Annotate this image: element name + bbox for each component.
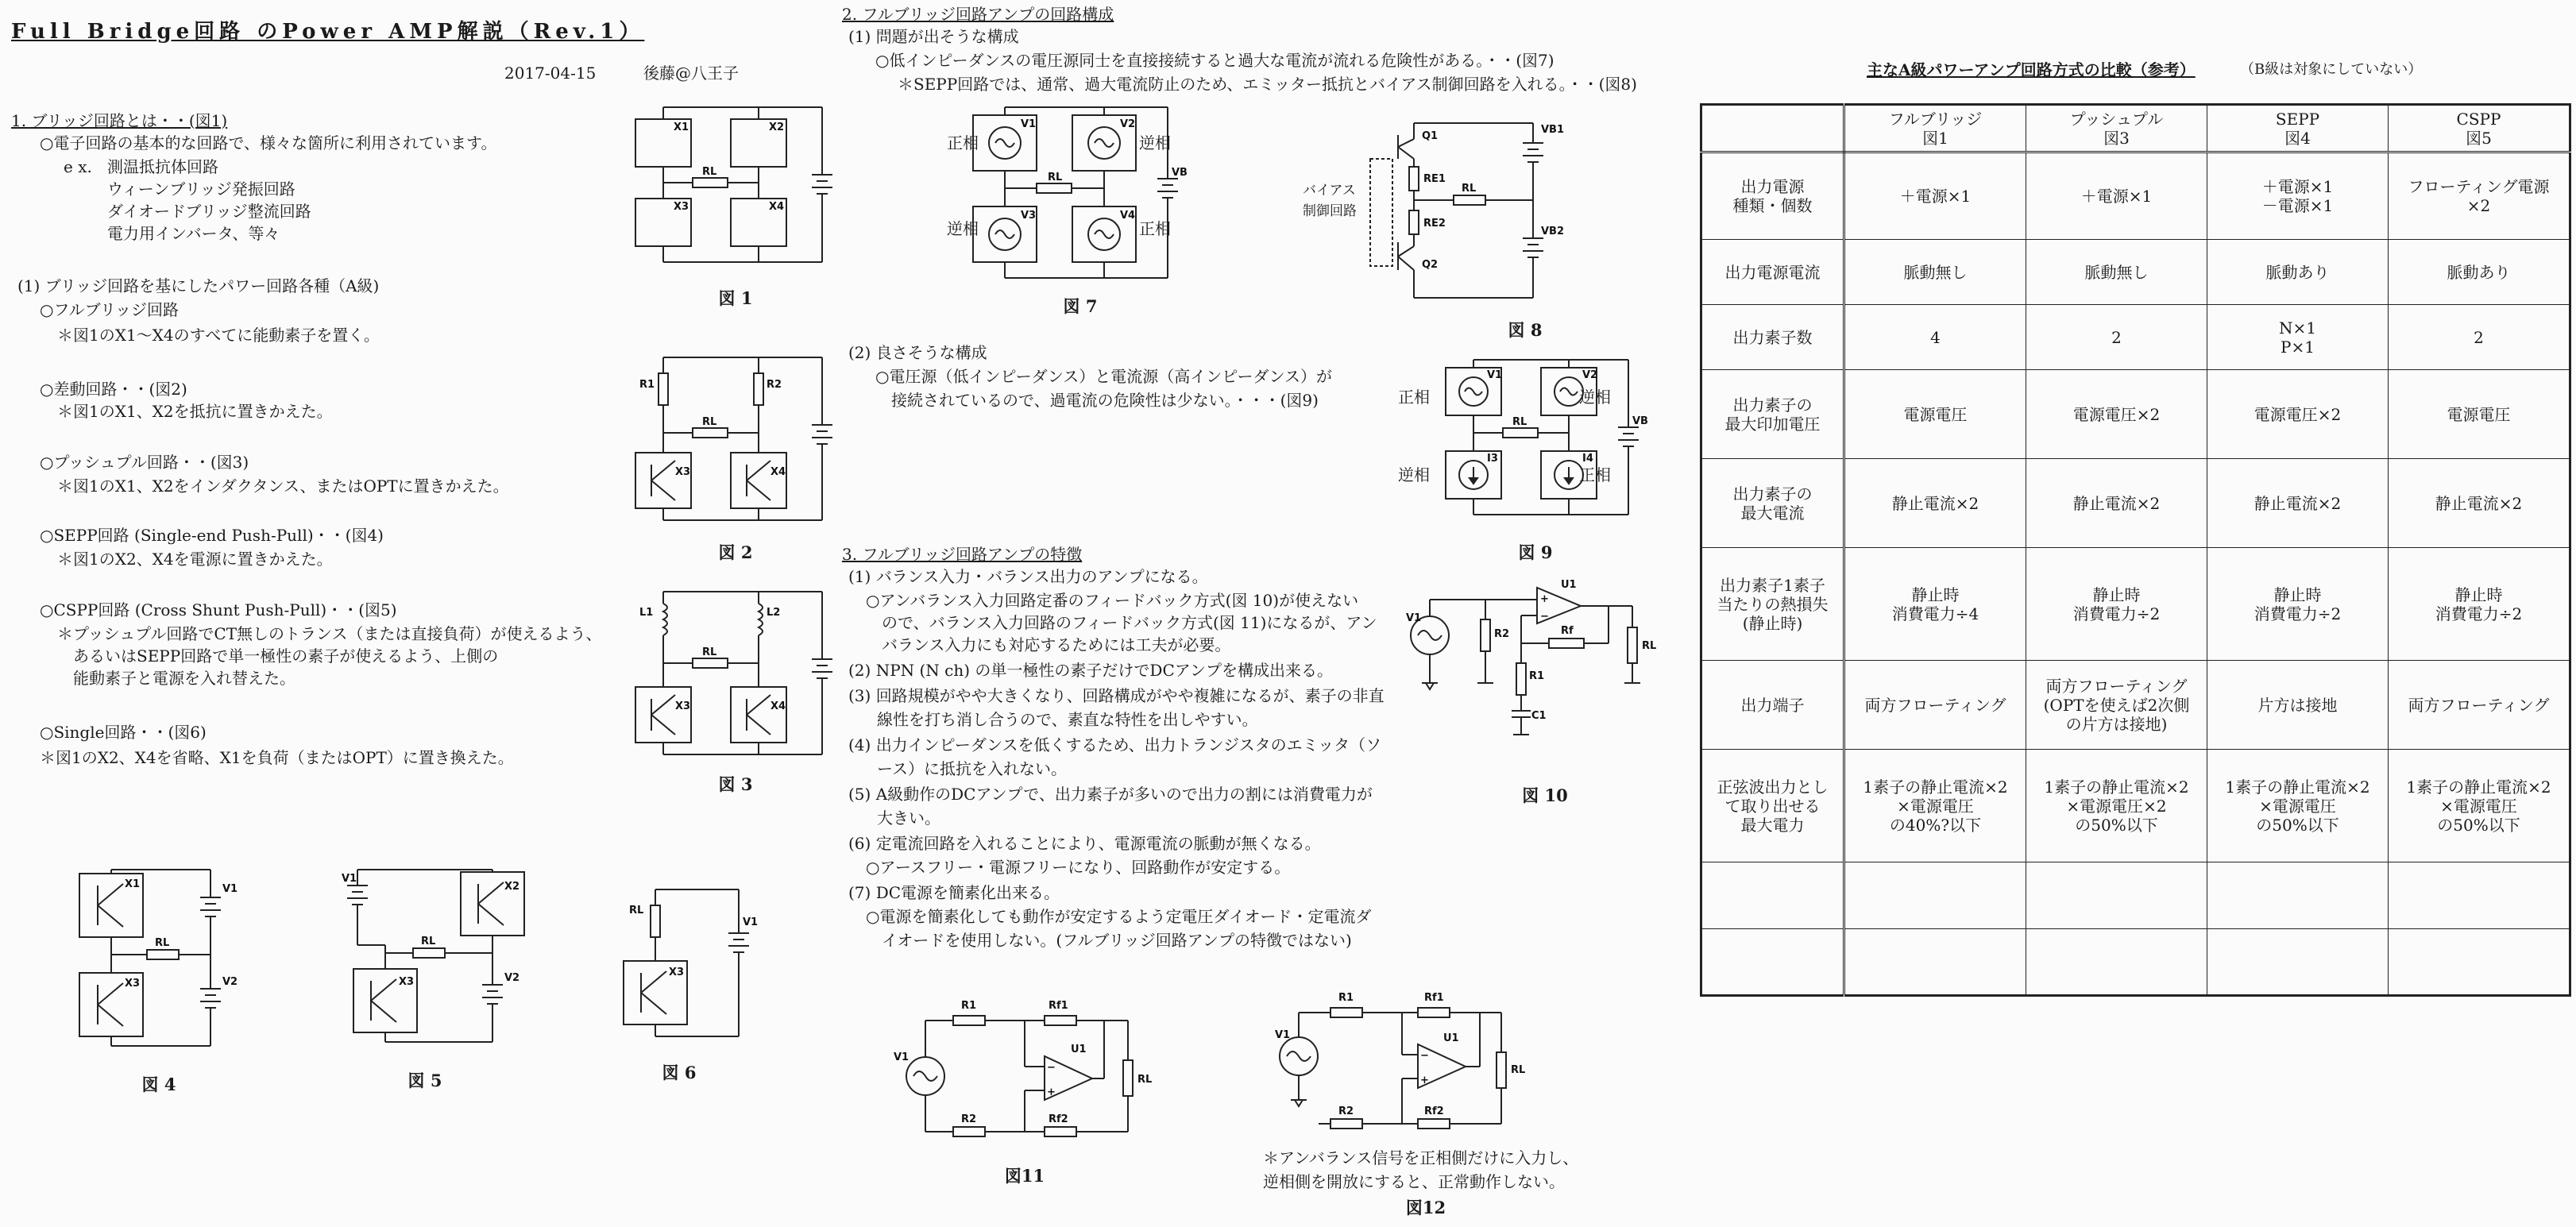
- figure-6-schematic: [612, 886, 763, 1044]
- text-line: ○フルブリッジ回路: [40, 300, 180, 319]
- table-cell: 2: [2026, 305, 2207, 370]
- svg-text:RE1: RE1: [1423, 173, 1446, 185]
- table-row: [1701, 152, 2570, 240]
- text-line: イオードを使用しない。(フルブリッジ回路アンプの特徴ではない): [882, 931, 1352, 950]
- svg-text:X3: X3: [125, 978, 141, 990]
- text-line: ＊プッシュプル回路でCT無しのトランス（または直接負荷）が使えるよう、: [57, 624, 602, 643]
- table-cell: 両方フローティング: [2389, 661, 2570, 750]
- figure-7-caption: 図 7: [1063, 296, 1098, 316]
- svg-text:R1: R1: [961, 1000, 977, 1012]
- figure-4-schematic: [75, 870, 266, 1052]
- table-row: [1701, 305, 2570, 370]
- text-line: 接続されているので、過電流の危険性は少ない。・・・(図9): [891, 391, 1319, 410]
- table-row-empty: [1701, 862, 2570, 929]
- row-label: 出力素子1素子 当たりの熱損失 (静止時): [1701, 548, 1844, 661]
- table-cell: ＋電源×1 －電源×1: [2207, 152, 2389, 240]
- figure-4-caption: 図 4: [141, 1075, 176, 1094]
- table-note: （B級は対象にしていない）: [2240, 61, 2423, 78]
- table-cell: 静止時 消費電力÷4: [1844, 548, 2026, 661]
- table-row-empty: [1701, 929, 2570, 996]
- svg-text:V2: V2: [222, 976, 238, 988]
- svg-text:RL: RL: [421, 936, 436, 947]
- svg-text:R1: R1: [1529, 670, 1545, 682]
- svg-text:RL: RL: [702, 646, 717, 658]
- table-cell: 電源電圧: [1844, 370, 2026, 459]
- svg-text:X2: X2: [504, 881, 520, 893]
- text-line: ○アンバランス入力回路定番のフィードバック方式(図 10)が使えない: [866, 591, 1359, 610]
- svg-text:I3: I3: [1487, 453, 1498, 465]
- svg-text:V2: V2: [504, 972, 520, 984]
- text-line: ○Single回路・・(図6): [40, 723, 207, 742]
- table-cell: 静止電流×2: [2389, 459, 2570, 548]
- doc-title: Full Bridge回路 のPower AMP解説（Rev.1）: [11, 20, 645, 44]
- table-cell: 2: [2389, 305, 2570, 370]
- table-header-cell: プッシュプル 図3: [2026, 105, 2207, 152]
- svg-text:R1: R1: [1338, 992, 1354, 1004]
- text-line: (2) 良さそうな構成: [848, 343, 987, 362]
- row-label: 正弦波出力とし て取り出せる 最大電力: [1701, 750, 1844, 862]
- table-cell: 静止電流×2: [2026, 459, 2207, 548]
- table-header-row: [1701, 105, 2570, 152]
- table-cell: 静止電流×2: [2207, 459, 2389, 548]
- figure-9-schematic: [1438, 356, 1648, 531]
- table-corner-cell: [1701, 105, 1844, 152]
- svg-text:R2: R2: [1494, 628, 1510, 640]
- svg-text:RL: RL: [1137, 1074, 1153, 1086]
- figure-3-schematic: [628, 584, 842, 766]
- table-cell: 脈動無し: [2026, 240, 2207, 305]
- row-label: 出力電源電流: [1701, 240, 1844, 305]
- row-label: 出力素子の 最大電流: [1701, 459, 1844, 548]
- svg-text:+: +: [1540, 593, 1549, 605]
- svg-text:X3: X3: [674, 201, 689, 213]
- text-line: e x.: [64, 157, 92, 176]
- label-seiso: 正相: [947, 133, 979, 152]
- doc-author: 後藤@八王子: [643, 64, 739, 83]
- text-line: ○電源を簡素化しても動作が安定するよう定電圧ダイオード・定電流ダ: [866, 907, 1372, 926]
- row-label: 出力端子: [1701, 661, 1844, 750]
- text-line: ウィーンブリッジ発振回路: [107, 179, 295, 199]
- table-row: [1701, 370, 2570, 459]
- svg-text:X4: X4: [770, 700, 786, 712]
- table-cell: ＋電源×1: [2026, 152, 2207, 240]
- text-line: ○差動回路・・(図2): [40, 380, 187, 399]
- label-gyakuso: 逆相: [1398, 465, 1430, 484]
- text-line: ○アースフリー・電源フリーになり、回路動作が安定する。: [866, 858, 1291, 877]
- table-cell: 1素子の静止電流×2 ×電源電圧 の50%以下: [2207, 750, 2389, 862]
- table-cell: フローティング電源 ×2: [2389, 152, 2570, 240]
- table-row: [1701, 548, 2570, 661]
- note-line: 逆相側を開放にすると、正常動作しない。: [1263, 1172, 1565, 1191]
- svg-text:RE2: RE2: [1423, 218, 1446, 230]
- table-cell: 1素子の静止電流×2 ×電源電圧×2 の50%以下: [2026, 750, 2207, 862]
- text-line: ＊図1のX1～X4のすべてに能動素子を置く。: [57, 326, 380, 345]
- figure-11-caption: 図11: [1004, 1166, 1045, 1186]
- svg-text:R2: R2: [1338, 1105, 1354, 1117]
- figure-5-caption: 図 5: [407, 1071, 442, 1090]
- text-line: (6) 定電流回路を入れることにより、電源電流の脈動が無くなる。: [848, 834, 1321, 853]
- text-line: (1) 問題が出そうな構成: [848, 27, 1019, 46]
- label-seiso: 正相: [1139, 219, 1171, 238]
- table-cell: 1素子の静止電流×2 ×電源電圧 の50%以下: [2389, 750, 2570, 862]
- table-cell: 脈動あり: [2389, 240, 2570, 305]
- table-cell: N×1 P×1: [2207, 305, 2389, 370]
- figure-2-caption: 図 2: [718, 542, 753, 562]
- svg-text:L1: L1: [639, 607, 654, 619]
- svg-text:U1: U1: [1561, 579, 1577, 591]
- svg-text:RL: RL: [1642, 640, 1657, 652]
- svg-text:+: +: [1047, 1086, 1056, 1098]
- figure-1-caption: 図 1: [718, 288, 753, 308]
- svg-text:RL: RL: [1511, 1064, 1526, 1076]
- svg-text:VB: VB: [1172, 167, 1188, 179]
- table-cell: 両方フローティング: [1844, 661, 2026, 750]
- svg-text:X4: X4: [770, 466, 786, 478]
- svg-text:X3: X3: [399, 976, 415, 988]
- table-row: [1701, 459, 2570, 548]
- text-line: (7) DC電源を簡素化出来る。: [848, 883, 1060, 902]
- svg-text:RL: RL: [1512, 416, 1527, 428]
- svg-text:U1: U1: [1071, 1044, 1087, 1055]
- svg-text:Rf1: Rf1: [1424, 992, 1444, 1004]
- svg-text:RL: RL: [1462, 183, 1477, 195]
- svg-text:Q1: Q1: [1422, 130, 1439, 142]
- figure-3-caption: 図 3: [718, 774, 753, 794]
- svg-text:Rf: Rf: [1561, 625, 1574, 637]
- table-cell: 電源電圧×2: [2207, 370, 2389, 459]
- text-line: ＊SEPP回路では、通常、過大電流防止のため、エミッター抵抗とバイアス制御回路を入れる。・・(図8): [898, 75, 1637, 94]
- svg-text:R1: R1: [639, 379, 655, 391]
- figure-11-schematic: [890, 997, 1160, 1148]
- svg-text:RL: RL: [629, 905, 644, 916]
- table-cell: 静止時 消費電力÷2: [2026, 548, 2207, 661]
- figure-9-caption: 図 9: [1518, 542, 1553, 562]
- svg-text:V1: V1: [222, 883, 238, 895]
- svg-text:−: −: [1540, 611, 1549, 623]
- text-line: ので、バランス入力回路のフィードバック方式(図 11)になるが、アン: [882, 613, 1377, 632]
- figure-1-schematic: [628, 103, 842, 278]
- svg-text:V1: V1: [1406, 612, 1422, 624]
- section-2-heading: 2. フルブリッジ回路アンプの回路構成: [842, 5, 1114, 24]
- text-line: ○SEPP回路 (Single-end Push-Pull)・・(図4): [40, 526, 384, 545]
- text-line: バランス入力にも対応するためには工夫が必要。: [882, 635, 1231, 654]
- table-header-cell: CSPP 図5: [2389, 105, 2570, 152]
- table-cell: 静止電流×2: [1844, 459, 2026, 548]
- label-bias-control: 制御回路: [1303, 203, 1357, 219]
- text-line: ○電圧源（低インピーダンス）と電流源（高インピーダンス）が: [875, 367, 1333, 386]
- svg-text:X2: X2: [769, 122, 785, 133]
- svg-text:Q2: Q2: [1422, 259, 1439, 271]
- section-3-heading: 3. フルブリッジ回路アンプの特徴: [842, 545, 1083, 564]
- text-line: ース）に抵抗を入れない。: [877, 759, 1067, 778]
- svg-text:V4: V4: [1120, 210, 1136, 222]
- doc-date: 2017-04-15: [504, 64, 597, 83]
- text-line: ○低インピーダンスの電圧源同士を直接接続すると過大な電流が流れる危険性がある。・・(図7): [875, 51, 1554, 70]
- figure-5-schematic: [342, 866, 540, 1048]
- row-label: 出力素子数: [1701, 305, 1844, 370]
- svg-text:R2: R2: [961, 1113, 977, 1125]
- text-line: (3) 回路規模がやや大きくなり、回路構成がやや複雑になるが、素子の非直: [848, 686, 1385, 705]
- section-heading: (1) ブリッジ回路を基にしたパワー回路各種（A級): [17, 276, 380, 295]
- table-title: 主なA級パワーアンプ回路方式の比較（参考）: [1867, 60, 2196, 79]
- svg-text:RL: RL: [702, 416, 717, 428]
- svg-text:X3: X3: [675, 700, 691, 712]
- svg-text:C1: C1: [1531, 710, 1547, 722]
- figure-8-caption: 図 8: [1508, 320, 1543, 340]
- svg-text:Rf2: Rf2: [1049, 1113, 1068, 1125]
- label-seiso: 正相: [1398, 388, 1430, 407]
- table-cell: 片方は接地: [2207, 661, 2389, 750]
- svg-text:V1: V1: [1275, 1029, 1291, 1041]
- svg-text:Rf2: Rf2: [1424, 1105, 1444, 1117]
- note-line: ＊アンバランス信号を正相側だけに入力し、: [1263, 1148, 1579, 1167]
- table-row: [1701, 750, 2570, 862]
- table-row: [1701, 240, 2570, 305]
- figure-8-schematic: [1350, 115, 1565, 310]
- svg-text:X3: X3: [669, 967, 685, 978]
- text-line: 測温抵抗体回路: [107, 157, 218, 176]
- svg-text:−: −: [1420, 1050, 1429, 1062]
- svg-text:X1: X1: [674, 122, 689, 133]
- figure-10-schematic: [1402, 572, 1664, 762]
- svg-text:−: −: [1047, 1062, 1056, 1074]
- table-cell: 4: [1844, 305, 2026, 370]
- svg-text:L2: L2: [767, 607, 781, 619]
- figure-12-caption: 図12: [1405, 1198, 1446, 1217]
- text-line: ダイオードブリッジ整流回路: [107, 202, 311, 221]
- text-line: 大きい。: [877, 808, 940, 828]
- text-line: ＊図1のX1、X2を抵抗に置きかえた。: [57, 402, 333, 421]
- svg-text:V1: V1: [743, 916, 759, 928]
- svg-text:V3: V3: [1021, 210, 1037, 222]
- figure-2-schematic: [628, 349, 842, 532]
- table-cell: 静止時 消費電力÷2: [2207, 548, 2389, 661]
- label-seiso: 正相: [1579, 465, 1611, 484]
- table-cell: 脈動あり: [2207, 240, 2389, 305]
- svg-text:VB: VB: [1632, 415, 1648, 427]
- label-gyakuso: 逆相: [1139, 133, 1171, 152]
- figure-12-schematic: [1275, 989, 1537, 1140]
- svg-text:R2: R2: [767, 379, 782, 391]
- text-line: ○電子回路の基本的な回路で、様々な箇所に利用されています。: [40, 133, 497, 152]
- figure-6-caption: 図 6: [662, 1063, 697, 1082]
- svg-text:VB2: VB2: [1541, 226, 1565, 237]
- label-bias: バイアス: [1303, 183, 1356, 199]
- table-row: [1701, 661, 2570, 750]
- table-cell: ＋電源×1: [1844, 152, 2026, 240]
- text-line: ＊図1のX2、X4を電源に置きかえた。: [57, 550, 333, 569]
- svg-text:X3: X3: [675, 466, 691, 478]
- label-gyakuso: 逆相: [1579, 388, 1611, 407]
- table-cell: 脈動無し: [1844, 240, 2026, 305]
- text-line: ○プッシュプル回路・・(図3): [40, 453, 249, 472]
- table-cell: 1素子の静止電流×2 ×電源電圧 の40%?以下: [1844, 750, 2026, 862]
- label-gyakuso: 逆相: [947, 219, 979, 238]
- text-line: ＊図1のX2、X4を省略、X1を負荷（またはOPT）に置き換えた。: [40, 748, 514, 767]
- svg-text:X4: X4: [769, 201, 785, 213]
- svg-text:RL: RL: [155, 937, 170, 949]
- text-line: 能動素子と電源を入れ替えた。: [73, 669, 295, 688]
- svg-text:I4: I4: [1582, 453, 1593, 465]
- table-cell: 電源電圧×2: [2026, 370, 2207, 459]
- row-label: 出力素子の 最大印加電圧: [1701, 370, 1844, 459]
- svg-text:V1: V1: [342, 873, 357, 885]
- text-line: (5) A級動作のDCアンプで、出力素子が多いので出力の割には消費電力が: [848, 785, 1373, 804]
- table-cell: 電源電圧: [2389, 370, 2570, 459]
- svg-text:Rf1: Rf1: [1049, 1000, 1068, 1012]
- text-line: ○CSPP回路 (Cross Shunt Push-Pull)・・(図5): [40, 600, 397, 619]
- text-line: (2) NPN (N ch) の単一極性の素子だけでDCアンプを構成出来る。: [848, 661, 1333, 680]
- figure-10-caption: 図 10: [1522, 785, 1568, 805]
- row-label: 出力電源 種類・個数: [1701, 152, 1844, 240]
- text-line: 電力用インバータ、等々: [107, 224, 280, 243]
- text-line: 線性を打ち消し合うので、素直な特性を出しやすい。: [877, 710, 1258, 729]
- svg-text:V2: V2: [1120, 118, 1136, 130]
- svg-text:X1: X1: [125, 878, 141, 890]
- svg-text:+: +: [1420, 1075, 1429, 1086]
- text-line: (1) バランス入力・バランス出力のアンプになる。: [848, 567, 1208, 586]
- section-1-heading: 1. ブリッジ回路とは・・(図1): [11, 111, 228, 130]
- table-header-cell: フルブリッジ 図1: [1844, 105, 2026, 152]
- text-line: (4) 出力インピーダンスを低くするため、出力トランジスタのエミッタ（ソ: [848, 735, 1382, 754]
- svg-text:V1: V1: [894, 1051, 910, 1063]
- svg-text:RL: RL: [702, 166, 717, 178]
- comparison-table: [1700, 103, 2571, 997]
- svg-text:RL: RL: [1048, 172, 1063, 183]
- table-cell: 両方フローティング (OPTを使えば2次側 の片方は接地): [2026, 661, 2207, 750]
- svg-text:VB1: VB1: [1541, 124, 1565, 136]
- text-line: ＊図1のX1、X2をインダクタンス、またはOPTに置きかえた。: [57, 477, 509, 496]
- table-header-cell: SEPP 図4: [2207, 105, 2389, 152]
- svg-text:V1: V1: [1021, 118, 1037, 130]
- svg-text:V1: V1: [1487, 369, 1503, 381]
- text-line: あるいはSEPP回路で単一極性の素子が使えるよう、上側の: [73, 646, 499, 666]
- svg-text:V2: V2: [1582, 369, 1598, 381]
- table-cell: 静止時 消費電力÷2: [2389, 548, 2570, 661]
- svg-text:U1: U1: [1443, 1032, 1459, 1044]
